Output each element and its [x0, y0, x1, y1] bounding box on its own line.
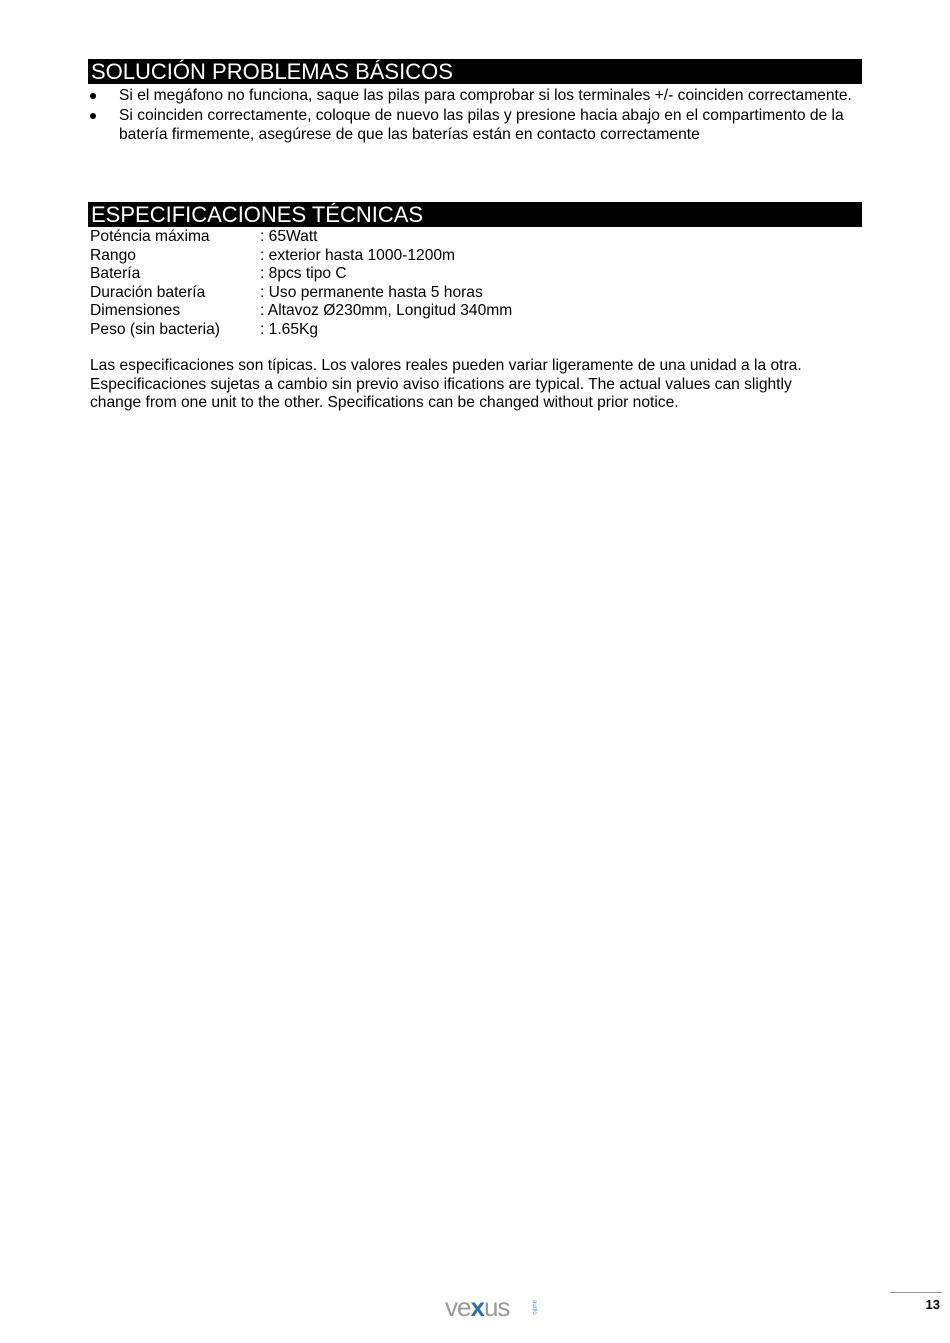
spec-row	[90, 321, 860, 340]
list-item-text: Si el megáfono no funciona, saque las pilas para comprobar si los terminales +/- coinciden correctamente.	[119, 87, 852, 104]
spec-value: : exterior hasta 1000-1200m	[260, 246, 456, 264]
list-item-text: Si coinciden correctamente, coloque de nuevo las pilas y presione hacia abajo en el compartimento de la batería firmemente, asegúrese de que las baterías están en contacto correctamente	[119, 107, 844, 143]
list-item	[90, 106, 860, 144]
bullet-icon	[90, 93, 96, 99]
vexus-logo	[445, 1292, 537, 1324]
troubleshooting-heading: SOLUCIÓN PROBLEMAS BÁSICOS	[88, 59, 862, 84]
logo-subtitle: audio	[531, 1300, 537, 1315]
spec-row	[90, 228, 860, 247]
spec-label: Batería	[90, 265, 141, 282]
spec-value: : Altavoz Ø230mm, Longitud 340mm	[260, 302, 513, 319]
spec-row	[90, 302, 860, 321]
spec-value: : Uso permanente hasta 5 horas	[260, 283, 483, 301]
spec-value: : 1.65Kg	[260, 320, 319, 338]
specs-disclaimer: Las especificaciones son típicas. Los valores reales pueden variar ligeramente de una unidad a la otra. Especificaciones sujetas a cambio sin previo aviso ifications are typical. The actual values can slightly change from one unit to the other. Specifications can be changed without prior notice.	[90, 357, 802, 411]
footer-divider	[890, 1292, 942, 1293]
spec-value: : 8pcs tipo C	[260, 265, 347, 282]
specs-table	[90, 228, 860, 339]
bullet-icon	[90, 113, 96, 119]
spec-label: Poténcia máxima	[90, 228, 210, 245]
spec-label: Rango	[90, 246, 136, 264]
spec-row	[90, 247, 860, 266]
list-item	[90, 86, 860, 105]
troubleshooting-list	[90, 86, 860, 145]
page-number: 13	[925, 1297, 940, 1312]
spec-label: Dimensiones	[90, 302, 181, 319]
spec-value: : 65Watt	[260, 228, 318, 245]
spec-label: Peso (sin bacteria)	[90, 320, 221, 338]
spec-row	[90, 284, 860, 303]
spec-row	[90, 265, 860, 284]
logo-wordmark: vexus	[445, 1292, 510, 1322]
spec-label: Duración batería	[90, 283, 206, 301]
specs-heading: ESPECIFICACIONES TÉCNICAS	[88, 202, 862, 227]
